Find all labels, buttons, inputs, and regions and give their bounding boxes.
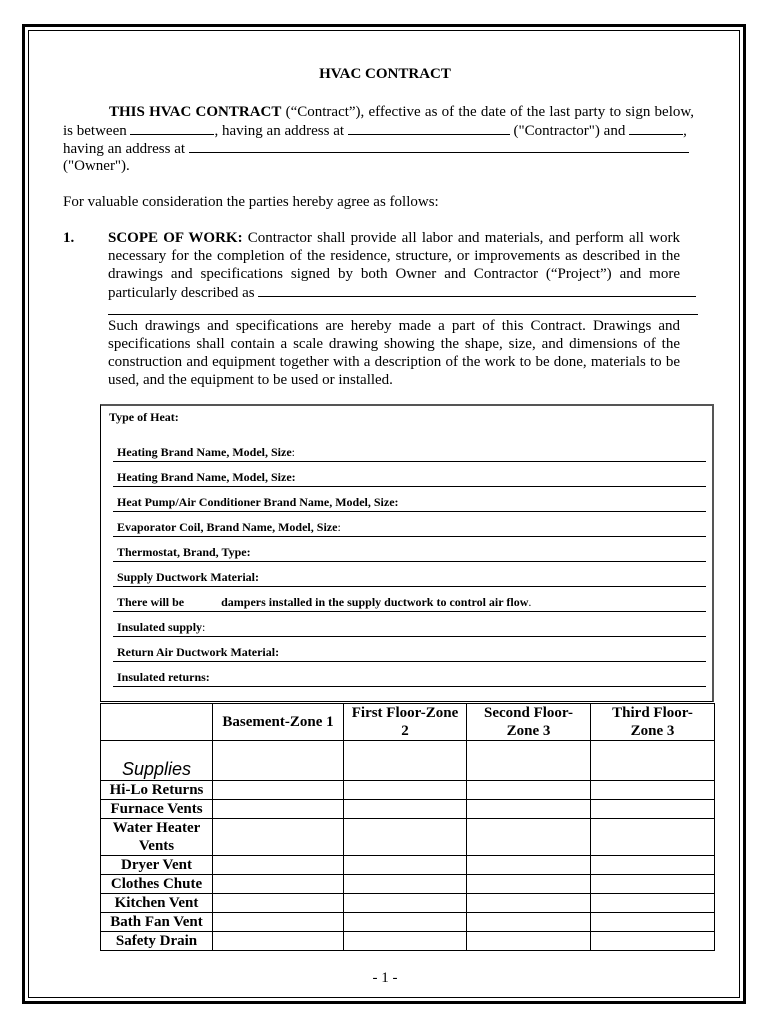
table-cell[interactable] <box>467 819 591 856</box>
heating-brand-1-line <box>113 461 706 462</box>
table-cell[interactable] <box>591 875 715 894</box>
section-1-heading: SCOPE OF WORK: <box>108 230 243 246</box>
row-label-clothes-chute: Clothes Chute <box>101 875 213 894</box>
table-cell[interactable] <box>467 875 591 894</box>
table-row <box>101 913 715 932</box>
evaporator-coil-colon: : <box>337 520 341 534</box>
table-row <box>101 932 715 951</box>
table-cell[interactable] <box>344 932 467 951</box>
table-cell[interactable] <box>213 781 344 800</box>
page-number: - 1 - <box>372 970 398 986</box>
document-title: HVAC CONTRACT <box>319 66 451 82</box>
section-1-line-1 <box>108 229 680 247</box>
table-cell[interactable] <box>591 894 715 913</box>
section-1-line1-text: Contractor shall provide all labor and materials, and perform all work <box>242 230 681 246</box>
table-cell[interactable] <box>213 800 344 819</box>
intro-comma: , <box>683 123 687 139</box>
intro-line-1 <box>63 103 694 121</box>
zone-header-second-floor <box>467 704 591 741</box>
return-ductwork-line <box>113 661 706 662</box>
heating-brand-2-label[interactable]: Heating Brand Name, Model, Size: <box>117 470 296 484</box>
equipment-form <box>100 404 714 702</box>
table-cell[interactable] <box>213 932 344 951</box>
consideration-text: For valuable consideration the parties hereby agree as follows: <box>63 194 439 210</box>
intro-bold-lead: THIS HVAC CONTRACT <box>109 104 282 120</box>
dampers-text-b: dampers installed in the supply ductwork to control air flow <box>221 595 529 609</box>
project-description-blank[interactable] <box>258 283 696 297</box>
table-cell[interactable] <box>213 875 344 894</box>
dampers-period: . <box>528 595 532 609</box>
intro-line-4: ("Owner"). <box>63 158 130 174</box>
project-description-blank-2[interactable] <box>108 314 698 315</box>
heating-brand-1-label[interactable] <box>117 445 295 460</box>
insulated-returns-label[interactable]: Insulated returns: <box>117 670 210 684</box>
zone-header-row <box>101 704 715 741</box>
table-row <box>101 875 715 894</box>
section-1-line-4 <box>108 283 708 302</box>
table-cell[interactable] <box>344 875 467 894</box>
section-1-para2-line-1: Such drawings and specifications are hereby made a part of this Contract. Drawings and <box>108 318 680 334</box>
zone-header-third-floor <box>591 704 715 741</box>
section-1-para2-line-2: specifications shall contain a scale drawing showing the shape, size, and dimensions of the <box>108 336 680 352</box>
party-blank-1[interactable] <box>130 121 214 135</box>
table-row <box>101 741 715 781</box>
table-cell[interactable] <box>591 819 715 856</box>
section-1-para2-line-4: used, and the equipment to be used or installed. <box>108 372 393 388</box>
table-cell[interactable] <box>591 913 715 932</box>
table-cell[interactable] <box>344 800 467 819</box>
section-1-para2-line-3: construction and equipment together with a description of the work to be done, materials to be <box>108 354 680 370</box>
third-floor-line-b: Zone 3 <box>630 723 675 739</box>
heat-pump-line <box>113 511 706 512</box>
dampers-label[interactable] <box>117 595 531 610</box>
intro-line-3 <box>63 139 703 158</box>
row-label-hi-lo-returns: Hi-Lo Returns <box>101 781 213 800</box>
zone-header-first-floor <box>344 704 467 741</box>
row-label-safety-drain: Safety Drain <box>101 932 213 951</box>
supply-ductwork-label[interactable]: Supply Ductwork Material: <box>117 570 259 584</box>
table-cell[interactable] <box>344 913 467 932</box>
table-row <box>101 781 715 800</box>
table-cell[interactable] <box>213 819 344 856</box>
section-1-line-2: necessary for the completion of the residence, structure, or improvements as described in the <box>108 248 680 264</box>
table-cell[interactable] <box>344 894 467 913</box>
intro-contractor-text: ("Contractor") and <box>509 123 630 139</box>
table-cell[interactable] <box>591 781 715 800</box>
table-cell[interactable] <box>591 932 715 951</box>
insulated-supply-line <box>113 636 706 637</box>
table-cell[interactable] <box>213 913 344 932</box>
section-1-number: 1. <box>63 230 75 246</box>
section-1-line-3: drawings and specifications signed by both Owner and Contractor (“Project”) and more <box>108 266 680 282</box>
row-label-kitchen-vent: Kitchen Vent <box>101 894 213 913</box>
thermostat-label[interactable]: Thermostat, Brand, Type: <box>117 545 251 559</box>
zone-table <box>100 703 715 951</box>
row-label-bath-fan-vent: Bath Fan Vent <box>101 913 213 932</box>
table-cell[interactable] <box>344 819 467 856</box>
water-heater-line-b: Vents <box>138 838 175 854</box>
type-of-heat-label[interactable]: Type of Heat: <box>109 410 179 424</box>
table-cell[interactable] <box>344 741 467 781</box>
table-cell[interactable] <box>467 800 591 819</box>
thermostat-line <box>113 561 706 562</box>
table-cell[interactable] <box>344 856 467 875</box>
section-1-described-as: particularly described as <box>108 285 259 301</box>
intro-line1-text: (“Contract”), effective as of the date of the last party to sign below, <box>281 104 694 120</box>
insulated-supply-colon: : <box>202 620 206 634</box>
table-cell[interactable] <box>467 894 591 913</box>
contractor-address-blank[interactable] <box>348 121 510 135</box>
supplies-label: Supplies <box>101 741 213 781</box>
table-row <box>101 894 715 913</box>
table-cell[interactable] <box>467 913 591 932</box>
evaporator-coil-text: Evaporator Coil, Brand Name, Model, Size <box>117 520 338 534</box>
return-ductwork-label[interactable]: Return Air Ductwork Material: <box>117 645 280 659</box>
evaporator-coil-line <box>113 536 706 537</box>
insulated-returns-line <box>113 686 706 687</box>
intro-line-2 <box>63 121 703 140</box>
table-row <box>101 800 715 819</box>
table-cell[interactable] <box>467 932 591 951</box>
intro-having-address: having an address at <box>63 141 189 157</box>
heating-brand-1-colon: : <box>291 445 295 459</box>
table-cell[interactable] <box>467 856 591 875</box>
row-label-dryer-vent: Dryer Vent <box>101 856 213 875</box>
table-row <box>101 856 715 875</box>
water-heater-line-a: Water Heater <box>112 820 201 836</box>
table-cell[interactable] <box>591 741 715 781</box>
table-cell[interactable] <box>467 781 591 800</box>
table-cell[interactable] <box>213 741 344 781</box>
heating-brand-1-text: Heating Brand Name, Model, Size <box>117 445 292 459</box>
table-row <box>101 819 715 856</box>
second-floor-line-b: Zone 3 <box>506 723 551 739</box>
row-label-furnace-vents: Furnace Vents <box>101 800 213 819</box>
row-label-water-heater-vents <box>101 819 213 856</box>
zone-header-basement: Basement-Zone 1 <box>213 704 344 741</box>
first-floor-line-b: 2 <box>401 723 409 739</box>
third-floor-line-a: Third Floor- <box>612 705 693 721</box>
intro-is-between: is between <box>63 123 131 139</box>
intro-address-text: , having an address at <box>214 123 348 139</box>
dampers-text-a: There will be <box>117 595 185 609</box>
second-floor-line-a: Second Floor- <box>483 705 574 721</box>
supply-ductwork-line <box>113 586 706 587</box>
zone-header-blank <box>101 704 213 741</box>
heat-pump-label[interactable]: Heat Pump/Air Conditioner Brand Name, Model, Size: <box>117 495 399 509</box>
dampers-line <box>113 611 706 612</box>
table-cell[interactable] <box>591 856 715 875</box>
table-cell[interactable] <box>344 781 467 800</box>
table-cell[interactable] <box>213 894 344 913</box>
heating-brand-2-line <box>113 486 706 487</box>
evaporator-coil-label[interactable] <box>117 520 341 535</box>
table-cell[interactable] <box>591 800 715 819</box>
owner-name-blank[interactable] <box>629 121 683 135</box>
table-cell[interactable] <box>213 856 344 875</box>
insulated-supply-label[interactable] <box>117 620 205 635</box>
first-floor-line-a: First Floor-Zone <box>351 705 459 721</box>
owner-address-blank[interactable] <box>189 139 689 153</box>
table-cell[interactable] <box>467 741 591 781</box>
insulated-supply-text: Insulated supply <box>117 620 203 634</box>
